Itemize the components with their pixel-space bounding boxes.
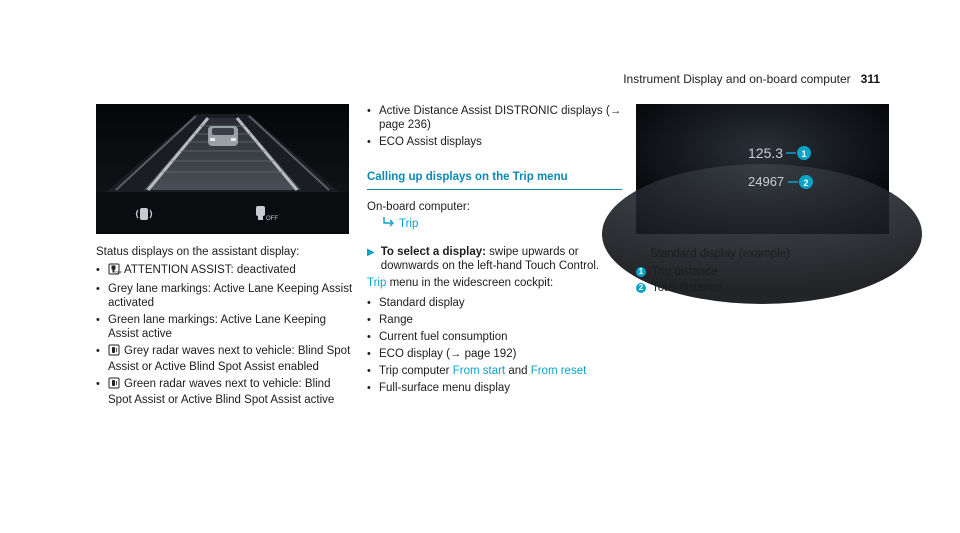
menu-path <box>367 217 622 231</box>
standard-display-caption: Standard display (example) <box>650 248 790 260</box>
assistant-display-illustration <box>96 104 349 234</box>
assist-displays-list <box>367 104 622 152</box>
legend-number: 1 <box>636 267 646 277</box>
list-item-text: ATTENTION ASSIST: deactivated <box>124 264 296 276</box>
list-item-text: Current fuel consumption <box>379 331 508 343</box>
and-text: and <box>508 365 528 377</box>
step-text: swipe upwards or downwards on the left-hand Touch Control. <box>380 246 600 272</box>
legend-text: Trip distance <box>652 266 718 278</box>
trip-distance-value: 125.3 <box>748 145 784 161</box>
list-item-text: ECO Assist displays <box>379 136 482 148</box>
trip-path-link[interactable]: Trip <box>399 218 419 230</box>
list-item <box>367 381 622 395</box>
trip-computer-label: Trip computer <box>379 365 450 377</box>
menu-intro-text: menu in the widescreen cockpit: <box>389 277 554 289</box>
svg-text:OFF: • OFF <box>115 270 122 275</box>
list-item <box>367 364 622 378</box>
step-text-wrap <box>381 245 622 273</box>
list-item <box>367 296 622 310</box>
section-heading: Calling up displays on the Trip menu <box>367 170 622 190</box>
callout-1-label: 1 <box>801 149 807 159</box>
vehicle-icon <box>208 126 238 146</box>
status-caption: Status displays on the assistant display: <box>96 246 300 258</box>
step-arrow-icon: ▶ <box>367 247 375 258</box>
menu-intro <box>367 276 622 290</box>
list-item <box>367 347 622 361</box>
from-start-link[interactable]: From start <box>452 365 506 377</box>
list-item-text: Grey lane markings: Active Lane Keeping Assist activated <box>108 283 353 309</box>
list-item-text: Green lane markings: Active Lane Keeping Assist active <box>108 314 326 340</box>
total-distance-value: 24967 <box>748 174 785 189</box>
trip-menu-list <box>367 296 622 395</box>
list-item <box>367 313 622 327</box>
blind-spot-grey-icon <box>108 344 120 360</box>
blind-spot-green-icon <box>108 377 120 393</box>
list-item-text: Full-surface menu display <box>379 382 511 394</box>
onboard-label: On-board computer: <box>367 201 470 213</box>
status-displays-section <box>96 245 354 410</box>
off-label: OFF <box>266 216 278 222</box>
from-reset-link[interactable]: From reset <box>530 365 587 377</box>
legend-item <box>636 281 890 295</box>
assistant-display-figure <box>96 104 349 234</box>
legend-item <box>636 265 890 279</box>
list-item-text: Active Distance Assist DISTRONIC displays (→ page 236) <box>379 105 622 131</box>
step-instruction <box>367 245 622 273</box>
list-item <box>96 282 354 310</box>
list-item-text: Grey radar waves next to vehicle: Blind Spot Assist or Active Blind Spot Assist enabled <box>108 345 351 373</box>
list-item-text: Range <box>379 314 413 326</box>
trip-menu-section <box>367 170 622 398</box>
trip-menu-link[interactable]: Trip <box>367 277 387 289</box>
standard-display-figure <box>636 104 889 234</box>
page-header <box>623 72 880 86</box>
list-item <box>96 344 354 374</box>
list-item <box>367 104 622 132</box>
header-title: Instrument Display and on-board computer <box>623 72 851 86</box>
standard-display-caption-section <box>638 247 890 295</box>
legend-text: Total distance <box>652 282 723 294</box>
list-item-text: Green radar waves next to vehicle: Blind Spot Assist or Active Blind Spot Assist active <box>108 378 335 406</box>
legend-number: 2 <box>636 283 646 293</box>
page-number: 311 <box>860 72 880 86</box>
attention-assist-off-icon <box>108 263 120 279</box>
assist-bullets <box>367 104 622 149</box>
list-item <box>367 330 622 344</box>
list-item <box>367 135 622 149</box>
callout-2-label: 2 <box>803 178 809 188</box>
list-item <box>96 377 354 407</box>
standard-display-illustration <box>636 104 889 234</box>
list-item <box>96 313 354 341</box>
path-arrow-icon <box>383 217 395 231</box>
step-bold: To select a display: <box>380 246 486 258</box>
list-item-text: Standard display <box>379 297 465 309</box>
list-item-text: ECO display (→ page 192) <box>379 348 517 360</box>
status-list <box>96 263 354 407</box>
list-item <box>96 263 354 279</box>
